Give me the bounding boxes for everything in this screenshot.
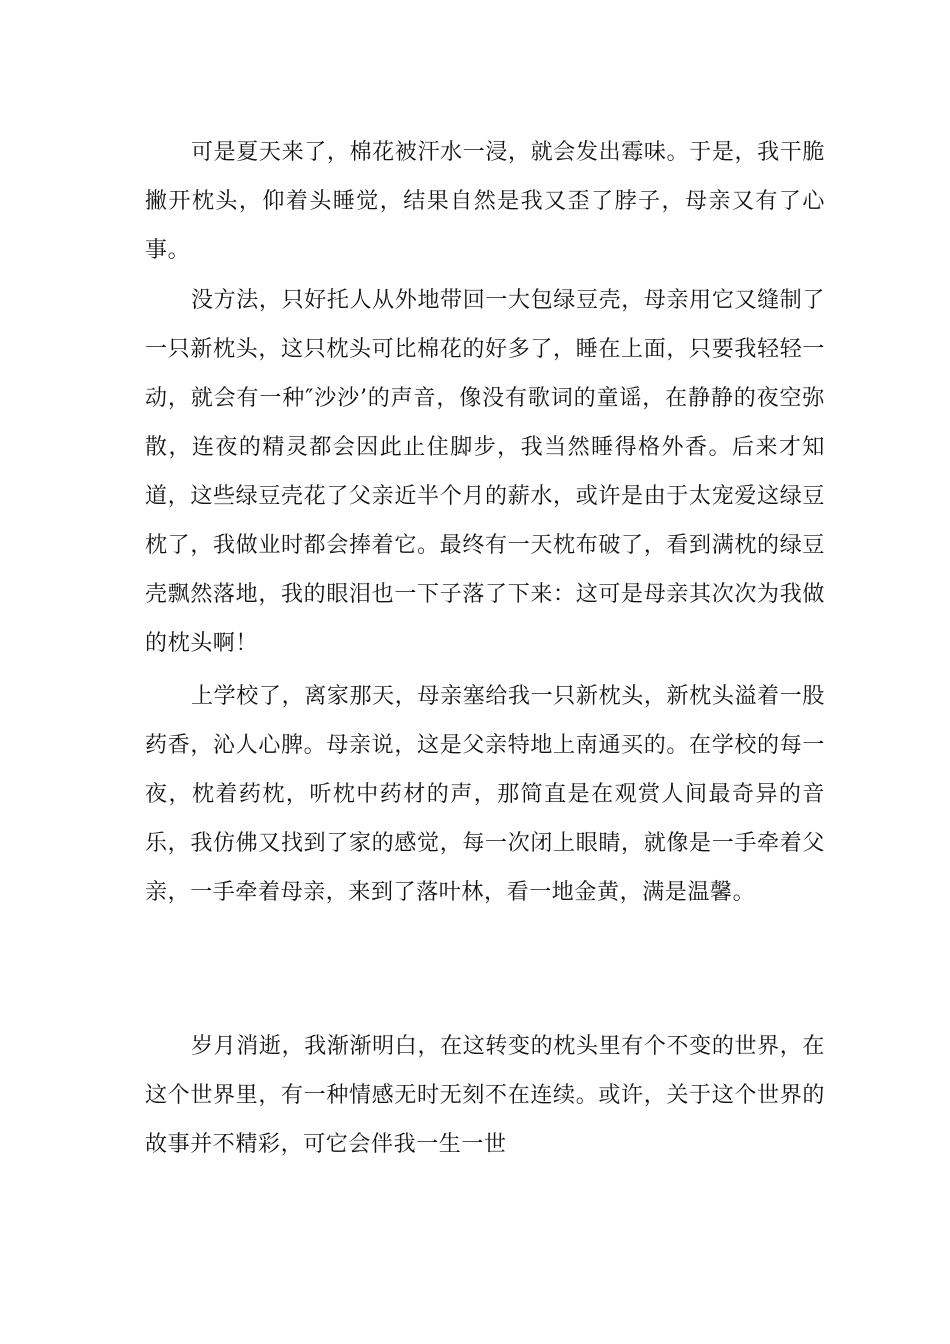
paragraph-herbal-pillow: 上学校了，离家那天，母亲塞给我一只新枕头，新枕头溢着一股药香，沁人心脾。母亲说，这是父亲特地上南通买的。在学校的每一夜，枕着药枕，听枕中药材的声，那简直是在观赏人间最奇异的音乐，我仿佛又找到了家的感觉，每一次闭上眼睛，就像是一手牵着父亲，一手牵着母亲，来到了落叶林，看一地金黄，满是温馨。 [145, 684, 825, 905]
paragraph-summer-pillow: 可是夏天来了，棉花被汗水一浸，就会发出霉味。于是，我干脆撇开枕头，仰着头睡觉，结果自然是我又歪了脖子，母亲又有了心事。 [145, 140, 825, 263]
paragraph-closing: 岁月消逝，我渐渐明白，在这转变的枕头里有个不变的世界，在这个世界里，有一种情感无时无刻不在连续。或许，关于这个世界的故事并不精彩，可它会伴我一生一世 [145, 1034, 825, 1157]
paragraph-mung-bean-pillow: 没方法，只好托人从外地带回一大包绿豆壳，母亲用它又缝制了一只新枕头，这只枕头可比棉花的好多了，睡在上面，只要我轻轻一动，就会有一种″沙沙’的声音，像没有歌词的童谣，在静静的夜空弥散，连夜的精灵都会因此止住脚步，我当然睡得格外香。后来才知道，这些绿豆壳花了父亲近半个月的薪水，或许是由于太宠爱这绿豆枕了，我做业时都会捧着它。最终有一天枕布破了，看到满枕的绿豆壳飘然落地，我的眼泪也一下子落了下来：这可是母亲其次次为我做的枕头啊！ [145, 288, 825, 656]
